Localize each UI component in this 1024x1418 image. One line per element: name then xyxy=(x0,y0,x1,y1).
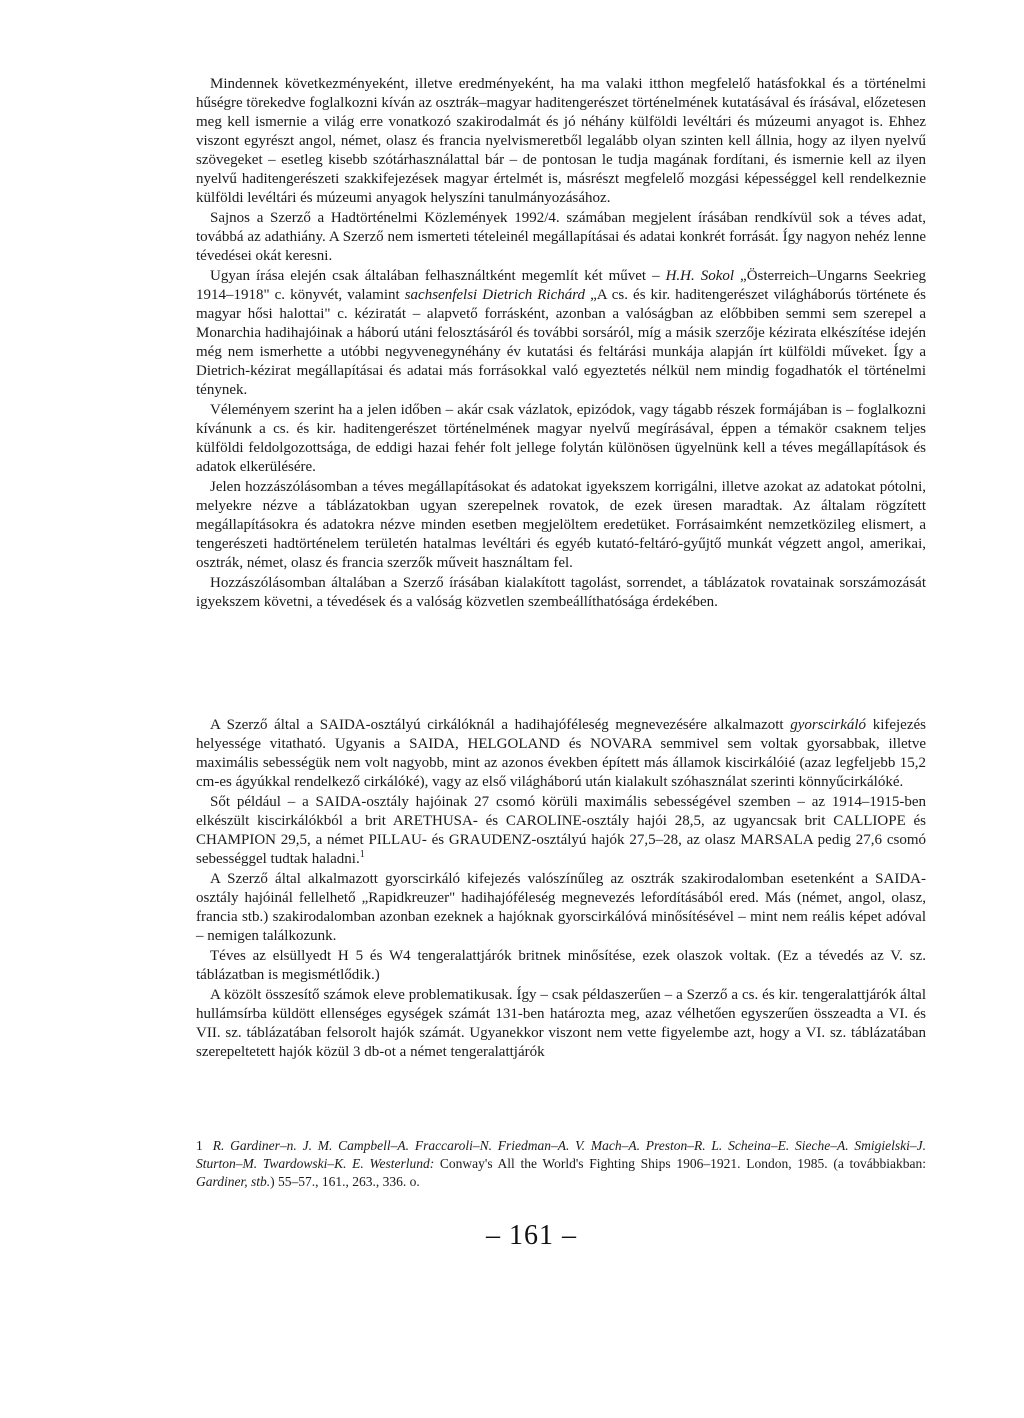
paragraph-8 xyxy=(196,793,926,869)
footnote-short-ref: Gardiner, stb. xyxy=(196,1174,271,1189)
paragraph-5: Jelen hozzászólásomban a téves megállapításokat és adatokat igyekszem korrigálni, illetve azokat az adatokat pótolni, melyekre nézve a táblázatokban ugyan szerepelnek rovatok, de ezek üresen maradtak. Az általam rögzített megállapításokra és adatokra nézve minden esetben megjelöltem eredetüket. Forrásaimként nemzetközileg elismert, a tengerészeti hadtörténelem területén hatalmas levéltári és egyéb kutató-feltáró-gyűjtő munkát végzett angol, amerikai, osztrák, német, olasz és francia szerzők műveit használtam fel. xyxy=(196,479,926,571)
paragraph-3 xyxy=(196,267,926,400)
footnote-title: Conway's All the World's Fighting Ships 1906–1921. London, 1985. (a továbbiakban: xyxy=(434,1156,926,1171)
author-sokol: H.H. Sokol xyxy=(665,268,735,284)
paragraph-4: Véleményem szerint ha a jelen időben – akár csak vázlatok, epizódok, vagy tágabb részek formájában is – foglalkozni kívánunk a cs. és kir. haditengerészet történelmének magyar nyelvű megírásával, éppen a témakör csaknem teljes külföldi feldolgozottsága, de eddigi hazai fehér folt jellege folytán különösen ügyelnünk kell a téves megállapítások és adatok elkerülésére. xyxy=(196,402,926,475)
paragraph-9: A Szerző által alkalmazott gyorscirkáló kifejezés valószínűleg az osztrák szakirodalomban esetenként a SAIDA-osztály hajóinál fellelhető „Rapidkreuzer" hadihajóféleség megnevezés lefordításából ered. Más (német, angol, olasz, francia stb.) szakirodalomban azonban ezeknek a hajóknak gyorscirkálóvá minősítésével – mint nem reális képet adóval – nemigen találkozunk. xyxy=(196,871,926,944)
term-gyorscirkalo: gyorscirkáló xyxy=(790,717,867,733)
paragraph-7 xyxy=(196,716,926,792)
paragraph-6: Hozzászólásomban általában a Szerző írásában kialakított tagolást, sorrendet, a táblázatok rovatainak sorszámozását igyekszem követni, a tévedések és a valóság közvetlen szembeállíthatósága érdekében. xyxy=(196,575,926,610)
paragraph-3-text-e: „A cs. és kir. haditengerészet világháborús története és magyar hősi halottai" c. kéziratát – alapvető forrásként, azonban a valóságban az előbbiben semmi sem szerepel a Monarchia hadihajóinak a háború utáni felosztásáról és további sorsáról, míg a másik szerzője kézirata elkészítése idején még nem ismerhette a utóbbi negyvenegynéhány év kutatási és feltárási munkája alapján írt külföldi műveket. Így a Dietrich-kézirat megállapításai és adatai más forrásokkal való egyeztetés nélkül nem mindig fogadhatók el történelmi ténynek. xyxy=(196,287,926,398)
paragraph-7-text-c: kifejezés helyessége vitatható. Ugyanis a SAIDA, HELGOLAND és NOVARA semmivel sem voltak gyorsabbak, illetve maximális sebességük nem volt nagyobb, mint az azonos években épített más államok kiscirkálóié (azaz legfeljebb 15,2 cm-es ágyúkkal rendelkező cirkálóké), vagy az első világháború után kialakult szóhasználat szerinti könnyűcirkálóké. xyxy=(196,717,926,790)
paragraph-7-text-a: A Szerző által a SAIDA-osztályú cirkálóknál a hadihajóféleség megnevezésére alkalmazott xyxy=(210,717,791,733)
paragraph-2: Sajnos a Szerző a Hadtörténelmi Közlemények 1992/4. számában megjelent írásában rendkívül sok a téves adat, továbbá az adathiány. A Szerző nem ismerteti tételeinél megállapításai és adatai konkrét forrását. Így nagyon nehéz lenne tévedései okát keresni. xyxy=(196,210,926,264)
footnote-1 xyxy=(196,1137,926,1191)
saida-section-text-block xyxy=(196,716,926,1063)
paragraph-1: Mindennek következményeként, illetve eredményeként, ha ma valaki itthon megfelelő hatásfokkal és a történelmi hűségre törekedve foglalkozni kíván az osztrák–magyar haditengerészet történelmének kutatásával és írásával, előzetesen meg kell ismernie a világ erre vonatkozó szakirodalmát és jó néhány külföldi levéltári és múzeumi anyagot is. Ehhez viszont egyrészt angol, német, olasz és francia nyelvismeretből legalább olyan szinten kell állnia, hogy az ilyen nyelvű szövegeket – esetleg kisebb szótárhasználattal bár – de pontosan le tudja magának fordítani, és ismernie kell az ilyen nyelvű haditengerészeti szakkifejezések magyar értelmét is, másrészt megfelelő mozgási képességgel kell rendelkeznie külföldi levéltári és múzeumi anyagok helyszíni tanulmányozásához. xyxy=(196,76,926,206)
intro-text-block xyxy=(196,75,926,613)
paragraph-3-text-a: Ugyan írása elején csak általában felhasználtként megemlít két művet – xyxy=(210,268,666,284)
author-dietrich: sachsenfelsi Dietrich Richárd xyxy=(404,287,586,303)
page-number: – 161 – xyxy=(486,1220,577,1251)
footnote-pages: ) 55–57., 161., 263., 336. o. xyxy=(270,1174,420,1189)
paragraph-3-text-c: „Österreich–Ungarns Seekrieg 1914–1918" c. könyvét, valamint xyxy=(196,268,926,303)
footnote-authors: R. Gardiner–n. J. M. Campbell–A. Fraccaroli–N. Friedman–A. V. Mach–A. Preston–R. L. Scheina–E. Sieche–A. Smigielski–J. Sturton–M. Twardowski–K. E. Westerlund: xyxy=(196,1138,926,1171)
paragraph-8-text: Sőt például – a SAIDA-osztály hajóinak 27 csomó körüli maximális sebességével szemben – az 1914–1915-ben elkészült kiscirkálókból a brit ARETHUSA- és CAROLINE-osztály hajói 28,5, az ugyancsak brit CALLIOPE és CHAMPION 29,5, a német PILLAU- és GRAUDENZ-osztályú hajók 27,5–28, az olasz MARSALA pedig 27,6 csomó sebességgel tudtak haladni. xyxy=(196,794,926,867)
paragraph-11: A közölt összesítő számok eleve problematikusak. Így – csak példaszerűen – a Szerző a cs. és kir. tengeralattjárók által hullámsírba küldött ellenséges egységek számát 131-ben határozta meg, azaz vélhetően egyszerűen összeadta a VI. és VII. sz. táblázatában felsorolt hajók számát. Ugyanekkor viszont nem vette figyelembe azt, hogy a VI. sz. táblázatában szerepeltetett hajók közül 3 db-ot a német tengeralattjárók xyxy=(196,987,926,1060)
paragraph-10: Téves az elsüllyedt H 5 és W4 tengeralattjárók britnek minősítése, ezek olaszok voltak. (Ez a tévedés az V. sz. táblázatban is megismétlődik.) xyxy=(196,948,926,983)
footnote-number: 1 xyxy=(196,1138,203,1153)
footnote-reference-1[interactable]: 1 xyxy=(359,849,365,860)
